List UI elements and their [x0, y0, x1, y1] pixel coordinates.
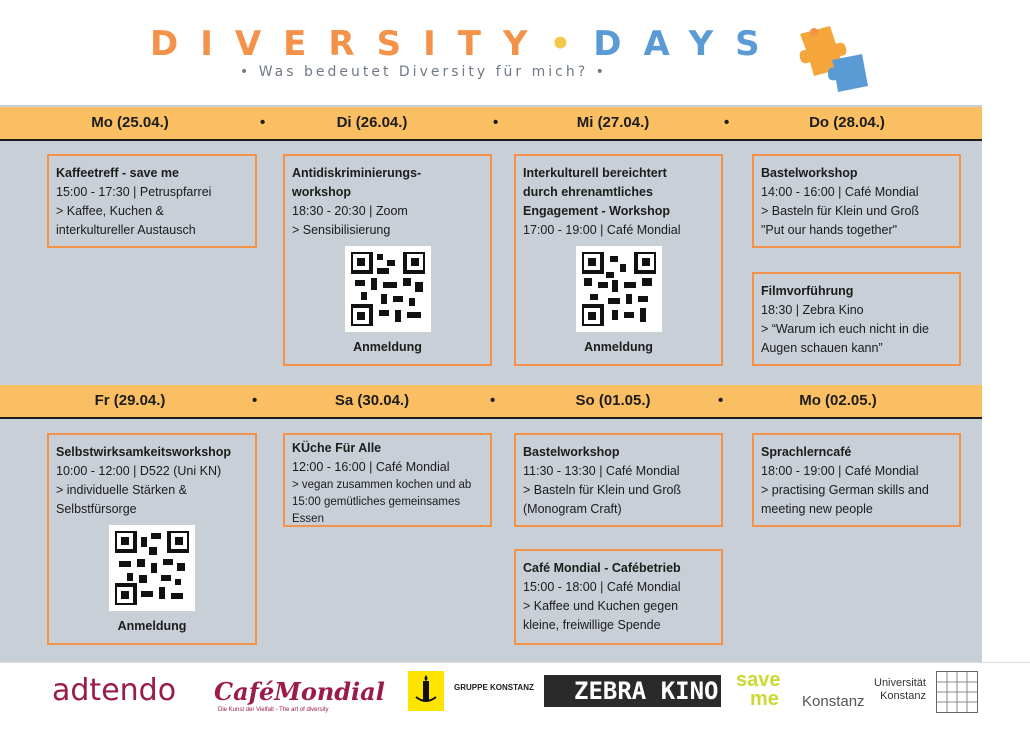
adtendo-logo: adtendo: [52, 673, 177, 708]
qr-code[interactable]: [109, 525, 195, 611]
separator-dot: •: [490, 392, 496, 409]
event-card: Bastelworkshop 11:30 - 13:30 | Café Mondial > Basteln für Klein und Groß (Monogram Craft): [514, 433, 723, 527]
separator-dot: •: [260, 114, 266, 131]
day-label: Mo (02.05.): [799, 392, 877, 409]
uni-konstanz-emblem-icon: [936, 671, 978, 713]
save-me-logo: save me: [736, 669, 781, 710]
page-subtitle: • Was bedeutet Diversity für mich? •: [240, 64, 607, 80]
day-label: Do (28.04.): [809, 114, 885, 131]
register-link[interactable]: Anmeldung: [584, 340, 653, 354]
puzzle-icon: [792, 22, 872, 100]
qr-code[interactable]: [345, 246, 431, 332]
separator-dot: •: [493, 114, 499, 131]
day-band-week2: [0, 385, 982, 419]
header: [0, 0, 1030, 105]
day-label: Sa (30.04.): [334, 392, 410, 409]
event-card: Antidiskriminierungs- workshop 18:30 - 20:30 | Zoom > Sensibilisierung Anmeldung: [283, 154, 492, 366]
event-card: Kaffeetreff - save me 15:00 - 17:30 | Petruspfarrei > Kaffee, Kuchen & interkultureller Austausch: [47, 154, 257, 248]
day-label: Di (26.04.): [336, 114, 408, 131]
event-card: Interkulturell bereichtert durch ehrenamtliches Engagement - Workshop 17:00 - 19:00 | Café Mondial Anmeldung: [514, 154, 723, 366]
event-card: Selbstwirksamkeitsworkshop 10:00 - 12:00 | D522 (Uni KN) > individuelle Stärken & Selbstfürsorge Anmeldung: [47, 433, 257, 645]
cafe-mondial-logo: CaféMondial: [214, 677, 385, 706]
day-band-week1: [0, 107, 982, 141]
sponsor-footer: [0, 662, 1030, 731]
page-title: DIVERSITY•DAYS: [150, 24, 782, 64]
uni-konstanz-logo: Universität Konstanz: [874, 677, 926, 702]
event-card: Filmvorführung 18:30 | Zebra Kino > “Warum ich euch nicht in die Augen schauen kann”: [752, 272, 961, 366]
amnesty-candle-icon: [408, 671, 444, 711]
schedule-panel: [0, 105, 1030, 662]
event-card: Bastelworkshop 14:00 - 16:00 | Café Mondial > Basteln für Klein und Groß "Put our hands together": [752, 154, 961, 248]
separator-dot: •: [252, 392, 258, 409]
separator-dot: •: [718, 392, 724, 409]
day-label: Mi (27.04.): [576, 114, 650, 131]
day-label: Mo (25.04.): [91, 114, 169, 131]
register-link[interactable]: Anmeldung: [117, 619, 187, 633]
cafe-mondial-tagline: Die Kunst der Vielfalt - The art of diversity: [218, 707, 329, 713]
event-card: KÜche Für Alle 12:00 - 16:00 | Café Mondial > vegan zusammen kochen und ab 15:00 gemütliches gemeinsames Essen: [283, 433, 492, 527]
save-me-city: Konstanz: [802, 693, 865, 710]
day-label: Fr (29.04.): [94, 392, 166, 409]
separator-dot: •: [724, 114, 730, 131]
day-label: So (01.05.): [575, 392, 651, 409]
register-link[interactable]: Anmeldung: [353, 340, 422, 354]
qr-code[interactable]: [576, 246, 662, 332]
amnesty-group-label: GRUPPE KONSTANZ: [454, 683, 534, 692]
zebra-kino-logo: ZEBRA KINO: [544, 675, 721, 707]
event-card: Sprachlerncafé 18:00 - 19:00 | Café Mondial > practising German skills and meeting new people: [752, 433, 961, 527]
event-card: Café Mondial - Cafébetrieb 15:00 - 18:00 | Café Mondial > Kaffee und Kuchen gegen kleine, freiwillige Spende: [514, 549, 723, 645]
